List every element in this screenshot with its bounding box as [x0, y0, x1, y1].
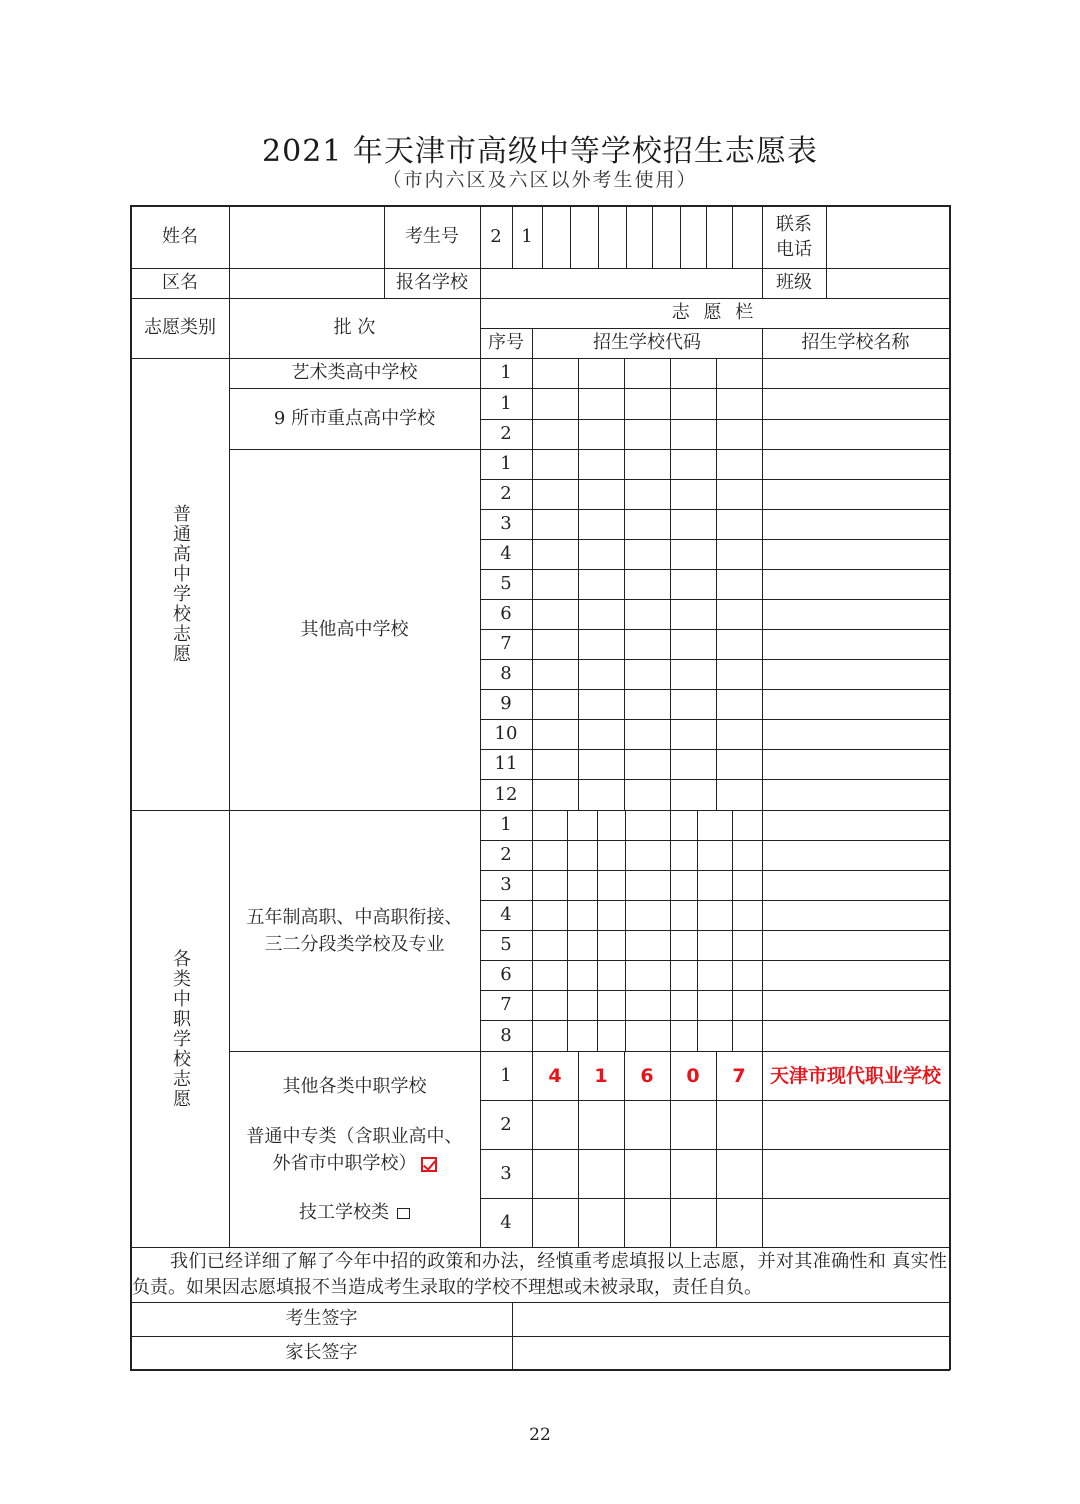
exam-number-digit-10[interactable] — [732, 206, 762, 268]
five-year-batch — [229, 810, 480, 1051]
grid-line — [480, 659, 949, 660]
grid-line — [567, 810, 568, 1051]
phone-field[interactable] — [826, 206, 949, 268]
name-label: 姓名 — [162, 226, 198, 247]
row-seq-19: 4 — [500, 904, 512, 925]
art-high-batch: 艺术类高中学校 — [291, 362, 418, 383]
row-seq-26: 3 — [500, 1162, 512, 1184]
row-seq-1: 1 — [500, 362, 512, 383]
secondary-specialized-option — [229, 1123, 480, 1177]
grid-line — [532, 328, 533, 1247]
filled-code-digit-2: 1 — [594, 1064, 608, 1087]
technical-school-option — [229, 1198, 480, 1228]
grid-line — [480, 749, 949, 750]
page-number: 22 — [529, 1425, 551, 1445]
filled-school-name: 天津市现代职业学校 — [769, 1064, 941, 1087]
exam-number-digit-6[interactable] — [626, 206, 652, 268]
class-field[interactable] — [826, 268, 949, 298]
class-label: 班级 — [776, 272, 812, 293]
technical-checkbox-unchecked[interactable] — [397, 1208, 410, 1219]
parent-signature-label: 家长签字 — [285, 1342, 358, 1363]
wish-column-header: 志 愿 栏 — [671, 302, 758, 323]
category-header: 志愿类别 — [144, 317, 216, 338]
five-year-batch-line1: 五年制高职、中高职衔接、 — [246, 906, 463, 928]
grid-line — [480, 689, 949, 690]
seq-header: 序号 — [488, 332, 524, 353]
row-seq-27: 4 — [500, 1211, 512, 1233]
secondary-line1: 普通中专类（含职业高中、 — [246, 1126, 463, 1147]
grid-line — [480, 539, 949, 540]
row-seq-18: 3 — [500, 874, 512, 895]
grid-line — [480, 1198, 949, 1199]
parent-signature-field[interactable] — [512, 1336, 949, 1370]
grid-line — [670, 810, 671, 1051]
exam-number-digit-7[interactable] — [652, 206, 680, 268]
row-seq-23: 8 — [500, 1024, 512, 1046]
form-title: 2021 年天津市高级中等学校招生志愿表 — [262, 134, 818, 169]
row-seq-8: 5 — [500, 573, 512, 594]
grid-line — [480, 990, 949, 991]
exam-number-digit-1[interactable]: 2 — [490, 226, 502, 247]
grid-line — [949, 205, 951, 1370]
row-seq-17: 2 — [500, 844, 512, 865]
row-seq-2: 1 — [500, 392, 512, 414]
grid-line — [762, 328, 763, 1247]
district-field[interactable] — [229, 268, 384, 298]
grid-line — [480, 1020, 949, 1021]
grid-line — [480, 840, 949, 841]
filled-code-digit-5: 7 — [732, 1064, 746, 1087]
grid-line — [480, 479, 949, 480]
grid-line — [480, 629, 949, 630]
exam-number-digit-8[interactable] — [680, 206, 706, 268]
exam-number-digit-9[interactable] — [706, 206, 732, 268]
declaration-text: 我们已经详细了解了今年中招的政策和办法，经慎重考虑填报以上志愿，并对其准确性和 真实性负责。如果因志愿填报不当造成考生录取的学校不理想或未被录取，责任自负。 — [132, 1251, 947, 1298]
grid-line — [480, 719, 949, 720]
phone-label-line2: 电话 — [776, 239, 812, 260]
student-signature-field[interactable] — [512, 1302, 949, 1336]
exam-number-digit-4[interactable] — [570, 206, 598, 268]
grid-line — [480, 1100, 949, 1101]
row-seq-9: 6 — [500, 603, 512, 624]
exam-number-label: 考生号 — [405, 226, 459, 247]
row-seq-3: 2 — [500, 423, 512, 444]
grid-line — [716, 358, 717, 810]
student-signature-label: 考生签字 — [285, 1308, 358, 1329]
grid-line — [480, 870, 949, 871]
grid-line — [625, 810, 626, 1051]
technical-school-label: 技工学校类 — [299, 1202, 389, 1223]
row-seq-21: 6 — [500, 964, 512, 985]
key9-high-batch: 9 所市重点高中学校 — [273, 407, 436, 429]
grid-line — [670, 358, 671, 810]
grid-line — [578, 358, 579, 810]
phone-label-line1: 联系 — [776, 214, 812, 235]
grid-line — [480, 900, 949, 901]
row-seq-5: 2 — [500, 483, 512, 504]
phone-label — [762, 206, 826, 268]
exam-number-digit-5[interactable] — [598, 206, 626, 268]
grid-line — [480, 599, 949, 600]
five-year-batch-line2: 三二分段类学校及专业 — [264, 933, 445, 955]
secondary-line2-row — [273, 1150, 437, 1177]
general-high-category — [131, 358, 229, 810]
school-code-header: 招生学校代码 — [593, 332, 701, 353]
grid-line — [732, 810, 733, 1051]
secondary-checkbox-checked[interactable] — [421, 1157, 437, 1172]
grid-line — [597, 810, 598, 1051]
registration-school-label: 报名学校 — [396, 272, 468, 293]
row-seq-14: 11 — [494, 753, 518, 774]
vocational-category — [131, 810, 229, 1247]
secondary-line2: 外省市中职学校） — [272, 1153, 417, 1174]
grid-line — [480, 1149, 949, 1150]
row-seq-6: 3 — [500, 513, 512, 534]
row-seq-22: 7 — [500, 994, 512, 1015]
filled-code-digit-3: 6 — [640, 1064, 654, 1087]
row-seq-24: 1 — [500, 1064, 512, 1086]
other-vocational-batch: 其他各类中职学校 — [282, 1076, 427, 1097]
grid-line — [624, 358, 625, 810]
row-seq-25: 2 — [500, 1113, 512, 1135]
school-name-header: 招生学校名称 — [801, 332, 910, 353]
vocational-category-text: 各类中职学校志愿 — [170, 948, 191, 1109]
grid-line — [130, 1247, 949, 1248]
general-high-category-text: 普通高中学校志愿 — [170, 504, 191, 664]
row-seq-15: 12 — [494, 783, 518, 805]
row-seq-20: 5 — [500, 934, 512, 955]
filled-code-digit-1: 4 — [548, 1064, 562, 1087]
grid-line — [480, 960, 949, 961]
grid-line — [480, 509, 949, 510]
name-field[interactable] — [229, 206, 384, 268]
registration-school-field[interactable] — [480, 268, 762, 298]
exam-number-digit-2[interactable]: 1 — [521, 226, 533, 247]
grid-line — [480, 779, 949, 780]
filled-code-digit-4: 0 — [686, 1064, 700, 1087]
batch-header: 批 次 — [333, 317, 376, 338]
row-seq-16: 1 — [500, 814, 512, 835]
grid-line — [480, 930, 949, 931]
form-subtitle: （市内六区及六区以外考生使用） — [382, 169, 698, 191]
row-seq-12: 9 — [500, 693, 512, 714]
row-seq-4: 1 — [500, 453, 512, 474]
district-label: 区名 — [162, 272, 198, 293]
grid-line — [480, 569, 949, 570]
other-high-batch: 其他高中学校 — [300, 618, 409, 640]
row-seq-7: 4 — [500, 543, 512, 564]
grid-line — [480, 419, 949, 420]
row-seq-13: 10 — [494, 723, 518, 744]
row-seq-11: 8 — [500, 663, 512, 684]
grid-line — [697, 810, 698, 1051]
row-seq-10: 7 — [500, 633, 512, 654]
exam-number-digit-3[interactable] — [542, 206, 570, 268]
